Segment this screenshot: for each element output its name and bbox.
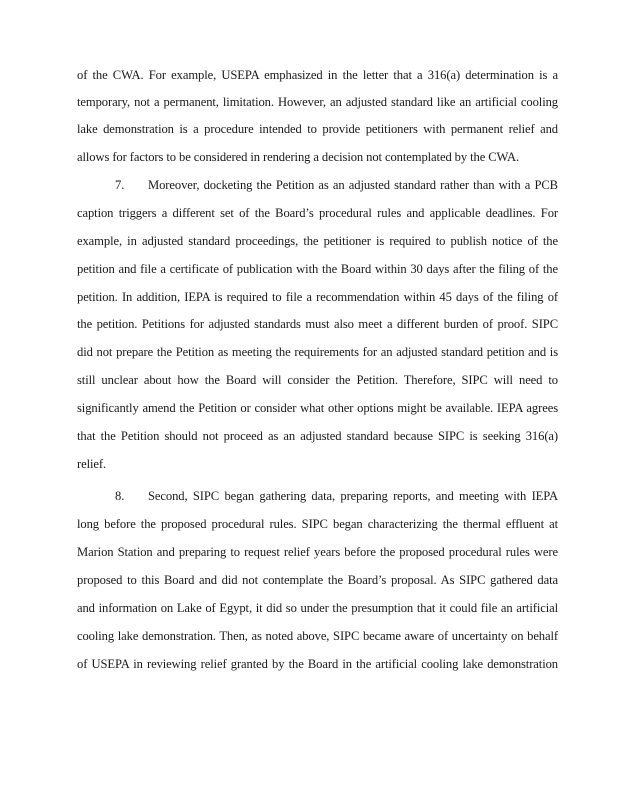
- text-line: long before the proposed procedural rules. SIPC began characterizing the thermal effluent at: [77, 517, 558, 531]
- text-line: of the CWA. For example, USEPA emphasized in the letter that a 316(a) determination is a: [77, 68, 558, 82]
- text-line: Second, SIPC began gathering data, preparing reports, and meeting with IEPA: [148, 489, 558, 503]
- text-line: of USEPA in reviewing relief granted by the Board in the artificial cooling lake demonstration: [77, 657, 558, 671]
- text-line: did not prepare the Petition as meeting the requirements for an adjusted standard petition and is: [77, 345, 558, 359]
- text-line: cooling lake demonstration. Then, as noted above, SIPC became aware of uncertainty on behalf: [77, 629, 558, 643]
- text-line: still unclear about how the Board will consider the Petition. Therefore, SIPC will need to: [77, 373, 558, 387]
- paragraph-number: 7.: [115, 178, 125, 192]
- text-line: the petition. Petitions for adjusted standards must also meet a different burden of proof. SIPC: [77, 317, 558, 331]
- text-line: petition and file a certificate of publication with the Board within 30 days after the filing of the: [77, 262, 558, 276]
- text-line: Marion Station and preparing to request relief years before the proposed procedural rules were: [77, 545, 558, 559]
- text-line: Moreover, docketing the Petition as an adjusted standard rather than with a PCB: [148, 178, 558, 192]
- text-line: that the Petition should not proceed as an adjusted standard because SIPC is seeking 316(a): [77, 429, 558, 443]
- text-line: and information on Lake of Egypt, it did so under the presumption that it could file an artificial: [77, 601, 558, 615]
- text-line: proposed to this Board and did not contemplate the Board’s proposal. As SIPC gathered data: [77, 573, 558, 587]
- text-line: relief.: [77, 457, 107, 471]
- paragraph-number: 8.: [115, 489, 125, 503]
- text-line: example, in adjusted standard proceedings, the petitioner is required to publish notice of the: [77, 234, 558, 248]
- text-line: significantly amend the Petition or consider what other options might be available. IEPA agrees: [77, 401, 558, 415]
- text-line: lake demonstration is a procedure intended to provide petitioners with permanent relief and: [77, 122, 558, 136]
- text-line: petition. In addition, IEPA is required to file a recommendation within 45 days of the filing of: [77, 290, 558, 304]
- text-line: caption triggers a different set of the Board’s procedural rules and applicable deadlines. For: [77, 206, 558, 220]
- text-line: temporary, not a permanent, limitation. However, an adjusted standard like an artificial cooling: [77, 95, 558, 109]
- text-line: allows for factors to be considered in rendering a decision not contemplated by the CWA.: [77, 150, 519, 164]
